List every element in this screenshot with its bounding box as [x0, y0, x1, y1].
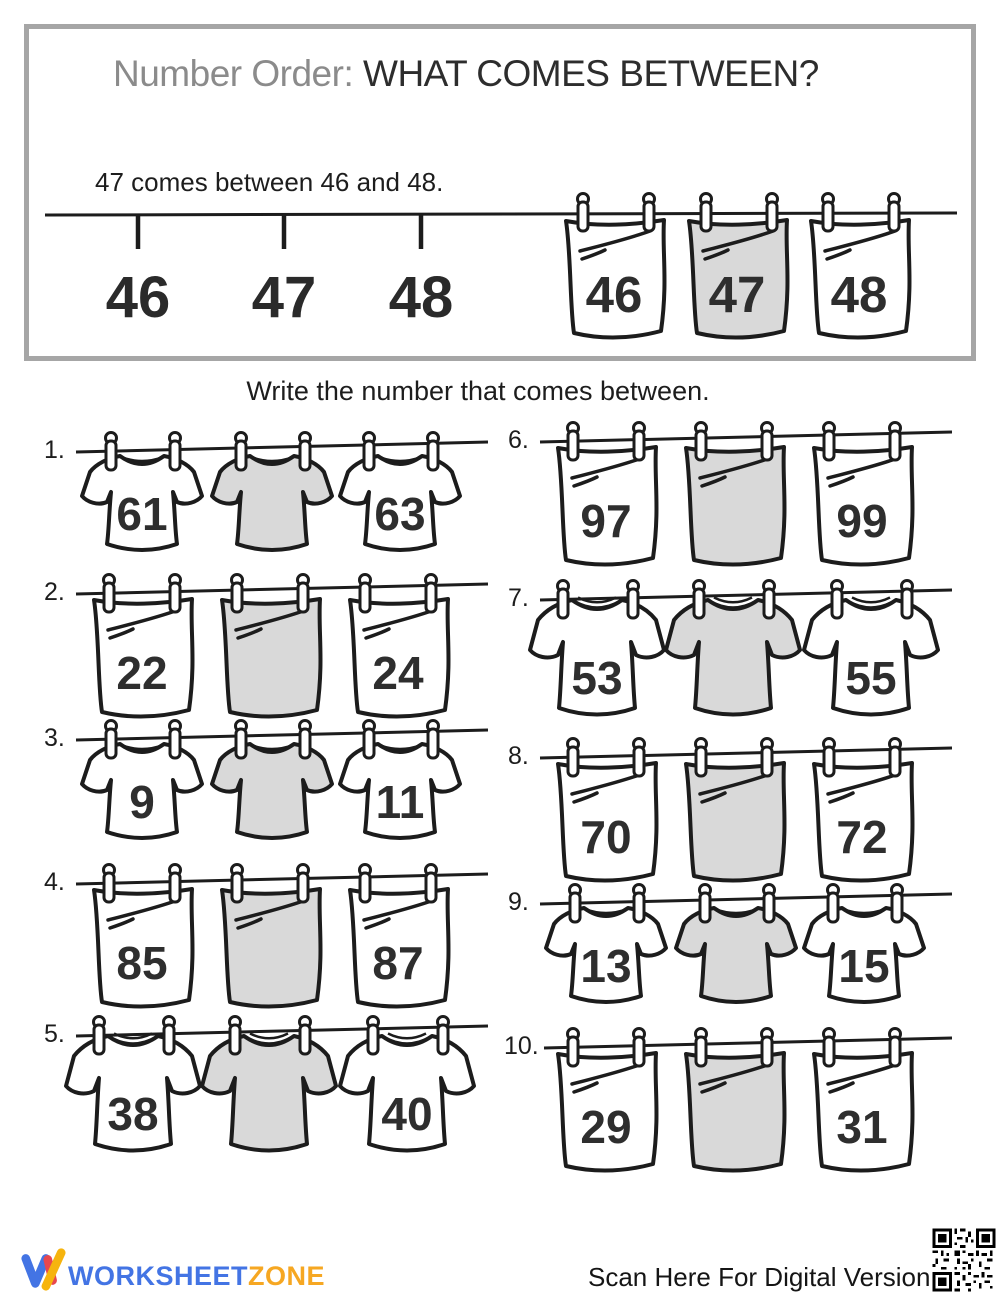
garment-value: 99 [836, 495, 888, 547]
tshirt-shape [202, 1034, 336, 1151]
problem-4 [38, 862, 488, 1024]
problem-1 [38, 430, 488, 592]
clothespin-icon [890, 739, 901, 777]
problem-6 [502, 420, 952, 582]
clothespin-icon [694, 581, 705, 619]
garment-left [94, 865, 193, 1007]
garment-right [340, 1017, 474, 1151]
garment-right [350, 865, 449, 1007]
clothespin-icon [364, 721, 375, 759]
garment-right [814, 423, 913, 565]
clothespin-icon [892, 885, 903, 923]
clothespin-icon [426, 865, 437, 903]
number-line-value-right: 48 [388, 265, 454, 330]
garment-middle-blank [222, 865, 321, 1007]
brand-logo-text [68, 1261, 325, 1292]
problem-number: 1. [44, 436, 65, 464]
clothespin-icon [568, 423, 579, 461]
clothespin-icon [570, 885, 581, 923]
example-caption: 47 comes between 46 and 48. [95, 167, 444, 197]
clothespin-icon [700, 885, 711, 923]
problem-number: 7. [508, 584, 529, 612]
garment-right [804, 885, 924, 1003]
tshirt-shape [212, 456, 332, 550]
problem-7 [502, 578, 952, 740]
problem-number: 5. [44, 1020, 65, 1048]
brand-zone: ZONE [248, 1261, 326, 1291]
clothespin-icon [428, 721, 439, 759]
garment-middle-blank [666, 581, 800, 715]
towel-shape [222, 889, 321, 1007]
towel-shape [222, 599, 321, 717]
clothespin-icon [170, 721, 181, 759]
clothespin-icon [902, 581, 913, 619]
example-towel-right-value: 48 [830, 266, 888, 323]
clothespin-icon [628, 581, 639, 619]
garment-value: 13 [580, 940, 632, 992]
clothespin-icon [764, 581, 775, 619]
clothespin-icon [890, 1029, 901, 1067]
title-prefix: Number Order: [113, 53, 354, 94]
qr-code-icon [930, 1226, 998, 1294]
problem-5 [38, 1014, 488, 1176]
worksheetzone-w-icon [20, 1246, 66, 1292]
clothespin-icon [170, 865, 181, 903]
clothespin-icon [767, 194, 778, 232]
clothespin-icon [300, 721, 311, 759]
clothespin-icon [104, 865, 115, 903]
garment-value: 9 [129, 776, 155, 828]
garment-value: 31 [836, 1101, 888, 1153]
clothespin-icon [762, 739, 773, 777]
example-box [24, 24, 976, 361]
problem-number: 8. [508, 742, 529, 770]
garment-right [340, 721, 460, 839]
clothespin-icon [300, 433, 311, 471]
clothespin-icon [236, 721, 247, 759]
clothespin-icon [762, 1029, 773, 1067]
problem-number: 9. [508, 888, 529, 916]
garment-left [558, 1029, 657, 1171]
instruction-text: Write the number that comes between. [246, 376, 710, 406]
clothespin-icon [558, 581, 569, 619]
towel-shape [686, 763, 785, 881]
example-towel-right [811, 194, 910, 338]
garment-value: 55 [845, 652, 897, 704]
clothespin-icon [634, 885, 645, 923]
clothespin-icon [823, 194, 834, 232]
clothespin-icon [696, 423, 707, 461]
scan-here-text: Scan Here For Digital Version [588, 1262, 931, 1292]
garment-value: 38 [107, 1088, 159, 1140]
garment-middle-blank [686, 423, 785, 565]
clothespin-icon [890, 423, 901, 461]
garment-middle-blank [212, 721, 332, 839]
clothespin-icon [634, 1029, 645, 1067]
garment-middle-blank [686, 739, 785, 881]
clothespin-icon [568, 739, 579, 777]
garment-value: 53 [571, 652, 623, 704]
tshirt-shape [212, 744, 332, 838]
tshirt-shape [676, 908, 796, 1002]
problem-number: 2. [44, 578, 65, 606]
clothespin-icon [824, 1029, 835, 1067]
garment-value: 85 [116, 937, 168, 989]
problem-number: 10. [504, 1032, 539, 1060]
clothespin-icon [696, 739, 707, 777]
title-main: WHAT COMES BETWEEN? [363, 53, 819, 94]
clothespin-icon [298, 865, 309, 903]
garment-right [814, 1029, 913, 1171]
garment-middle-blank [202, 1017, 336, 1151]
clothespin-icon [298, 575, 309, 613]
clothespin-icon [426, 575, 437, 613]
problem-8 [502, 736, 952, 898]
example-figure [37, 177, 957, 355]
garment-left [558, 423, 657, 565]
clothespin-icon [824, 739, 835, 777]
problem-number: 3. [44, 724, 65, 752]
garment-right [350, 575, 449, 717]
garment-middle-blank [222, 575, 321, 717]
clothespin-icon [832, 581, 843, 619]
clothespin-icon [634, 423, 645, 461]
clothespin-icon [360, 575, 371, 613]
clothespin-icon [94, 1017, 105, 1055]
example-towel-middle-value: 47 [708, 266, 766, 323]
garment-value: 40 [381, 1088, 433, 1140]
clothespin-icon [368, 1017, 379, 1055]
example-towel-middle [689, 194, 788, 338]
garment-middle-blank [212, 433, 332, 551]
clothespin-icon [568, 1029, 579, 1067]
garment-value: 87 [372, 937, 424, 989]
clothespin-icon [300, 1017, 311, 1055]
garment-right [804, 581, 938, 715]
garment-right [340, 433, 460, 551]
clothespin-icon [170, 433, 181, 471]
clothespin-icon [232, 865, 243, 903]
clothespin-icon [232, 575, 243, 613]
clothespin-icon [428, 433, 439, 471]
clothespin-icon [170, 575, 181, 613]
clothesline [76, 442, 488, 452]
problem-number: 6. [508, 426, 529, 454]
garment-left [94, 575, 193, 717]
garment-right [814, 739, 913, 881]
clothespin-icon [824, 423, 835, 461]
clothespin-icon [236, 433, 247, 471]
garment-value: 22 [116, 647, 168, 699]
clothespin-icon [106, 433, 117, 471]
clothespin-icon [438, 1017, 449, 1055]
clothespin-icon [696, 1029, 707, 1067]
number-line-ticks [138, 215, 421, 249]
clothespin-icon [578, 194, 589, 232]
example-towel-left-value: 46 [585, 266, 643, 323]
clothesline [540, 894, 952, 904]
clothesline [76, 730, 488, 740]
clothespin-icon [634, 739, 645, 777]
clothespin-icon [889, 194, 900, 232]
clothespin-icon [828, 885, 839, 923]
garment-value: 29 [580, 1101, 632, 1153]
garment-middle-blank [676, 885, 796, 1003]
problem-10 [502, 1026, 952, 1188]
clothespin-icon [230, 1017, 241, 1055]
garment-value: 61 [116, 488, 168, 540]
clothespin-icon [644, 194, 655, 232]
number-line-value-left: 46 [105, 265, 171, 330]
clothespin-icon [364, 433, 375, 471]
problem-number: 4. [44, 868, 65, 896]
clothespin-icon [106, 721, 117, 759]
clothespin-icon [104, 575, 115, 613]
brand-worksheet: WORKSHEET [68, 1261, 248, 1291]
tshirt-shape [666, 598, 800, 715]
clothespin-icon [701, 194, 712, 232]
problem-9 [502, 882, 952, 1044]
page-title [113, 53, 819, 95]
problem-3 [38, 718, 488, 880]
problem-2 [38, 572, 488, 734]
clothespin-icon [164, 1017, 175, 1055]
garment-left [558, 739, 657, 881]
number-line [45, 213, 957, 215]
number-line-value-middle: 47 [251, 265, 317, 330]
garment-value: 15 [838, 940, 890, 992]
garment-value: 97 [580, 495, 632, 547]
clothespin-icon [762, 423, 773, 461]
garment-value: 72 [836, 811, 888, 863]
clothespin-icon [764, 885, 775, 923]
towel-shape [686, 1053, 785, 1171]
garment-value: 11 [375, 776, 425, 828]
towel-shape [686, 447, 785, 565]
garment-value: 63 [374, 488, 426, 540]
garment-value: 24 [372, 647, 424, 699]
garment-middle-blank [686, 1029, 785, 1171]
clothespin-icon [360, 865, 371, 903]
garment-value: 70 [580, 811, 632, 863]
